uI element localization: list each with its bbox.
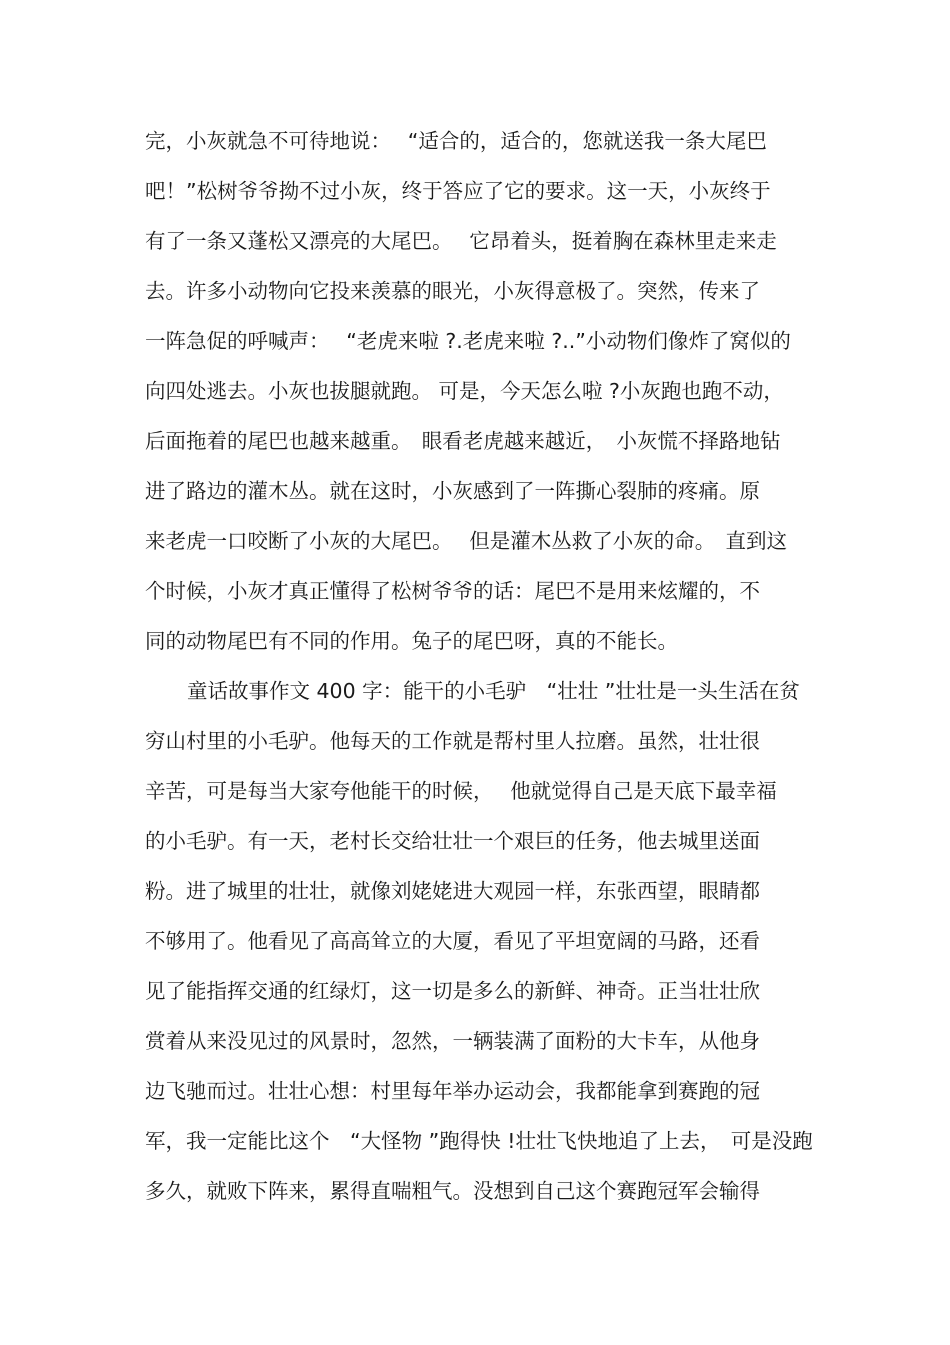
text-line: 辛苦，可是每当大家夸他能干的时候， 他就觉得自己是天底下最幸福 bbox=[145, 779, 777, 803]
text-line: 吧！”松树爷爷拗不过小灰，终于答应了它的要求。这一天，小灰终于 bbox=[145, 179, 771, 203]
text-line: 的小毛驴。有一天，老村长交给壮壮一个艰巨的任务，他去城里送面 bbox=[145, 829, 760, 853]
text-line: 进了路边的灌木丛。就在这时，小灰感到了一阵撕心裂肺的疼痛。原 bbox=[145, 479, 760, 503]
text-line: 完，小灰就急不可待地说： “适合的，适合的，您就送我一条大尾巴 bbox=[145, 129, 767, 153]
text-line: 同的动物尾巴有不同的作用。兔子的尾巴呀，真的不能长。 bbox=[145, 629, 678, 653]
text-line: 军，我一定能比这个 “大怪物 ”跑得快 !壮壮飞快地追了上去， 可是没跑 bbox=[145, 1129, 813, 1153]
text-line: 穷山村里的小毛驴。他每天的工作就是帮村里人拉磨。虽然，壮壮很 bbox=[145, 729, 760, 753]
text-line: 不够用了。他看见了高高耸立的大厦，看见了平坦宽阔的马路，还看 bbox=[145, 929, 760, 953]
text-line: 边飞驰而过。壮壮心想：村里每年举办运动会，我都能拿到赛跑的冠 bbox=[145, 1079, 760, 1103]
paragraph-start-line: 童话故事作文 400 字：能干的小毛驴 “壮壮 ”壮壮是一头生活在贫 bbox=[187, 679, 800, 703]
text-line: 一阵急促的呼喊声： “老虎来啦 ?.老虎来啦 ?..”小动物们像炸了窝似的 bbox=[145, 329, 791, 353]
text-line: 后面拖着的尾巴也越来越重。 眼看老虎越来越近， 小灰慌不择路地钻 bbox=[145, 429, 781, 453]
text-line: 赏着从来没见过的风景时，忽然，一辆装满了面粉的大卡车，从他身 bbox=[145, 1029, 760, 1053]
text-line: 去。许多小动物向它投来羡慕的眼光，小灰得意极了。突然，传来了 bbox=[145, 279, 760, 303]
text-line: 粉。进了城里的壮壮，就像刘姥姥进大观园一样，东张西望，眼睛都 bbox=[145, 879, 760, 903]
text-line: 多久，就败下阵来，累得直喘粗气。没想到自己这个赛跑冠军会输得 bbox=[145, 1179, 760, 1203]
text-line: 向四处逃去。小灰也拔腿就跑。 可是，今天怎么啦 ?小灰跑也跑不动， bbox=[145, 379, 784, 403]
text-line: 来老虎一口咬断了小灰的大尾巴。 但是灌木丛救了小灰的命。 直到这 bbox=[145, 529, 788, 553]
text-line: 见了能指挥交通的红绿灯，这一切是多么的新鲜、神奇。正当壮壮欣 bbox=[145, 979, 760, 1003]
text-line: 个时候，小灰才真正懂得了松树爷爷的话：尾巴不是用来炫耀的，不 bbox=[145, 579, 760, 603]
text-line: 有了一条又蓬松又漂亮的大尾巴。 它昂着头，挺着胸在森林里走来走 bbox=[145, 229, 777, 253]
